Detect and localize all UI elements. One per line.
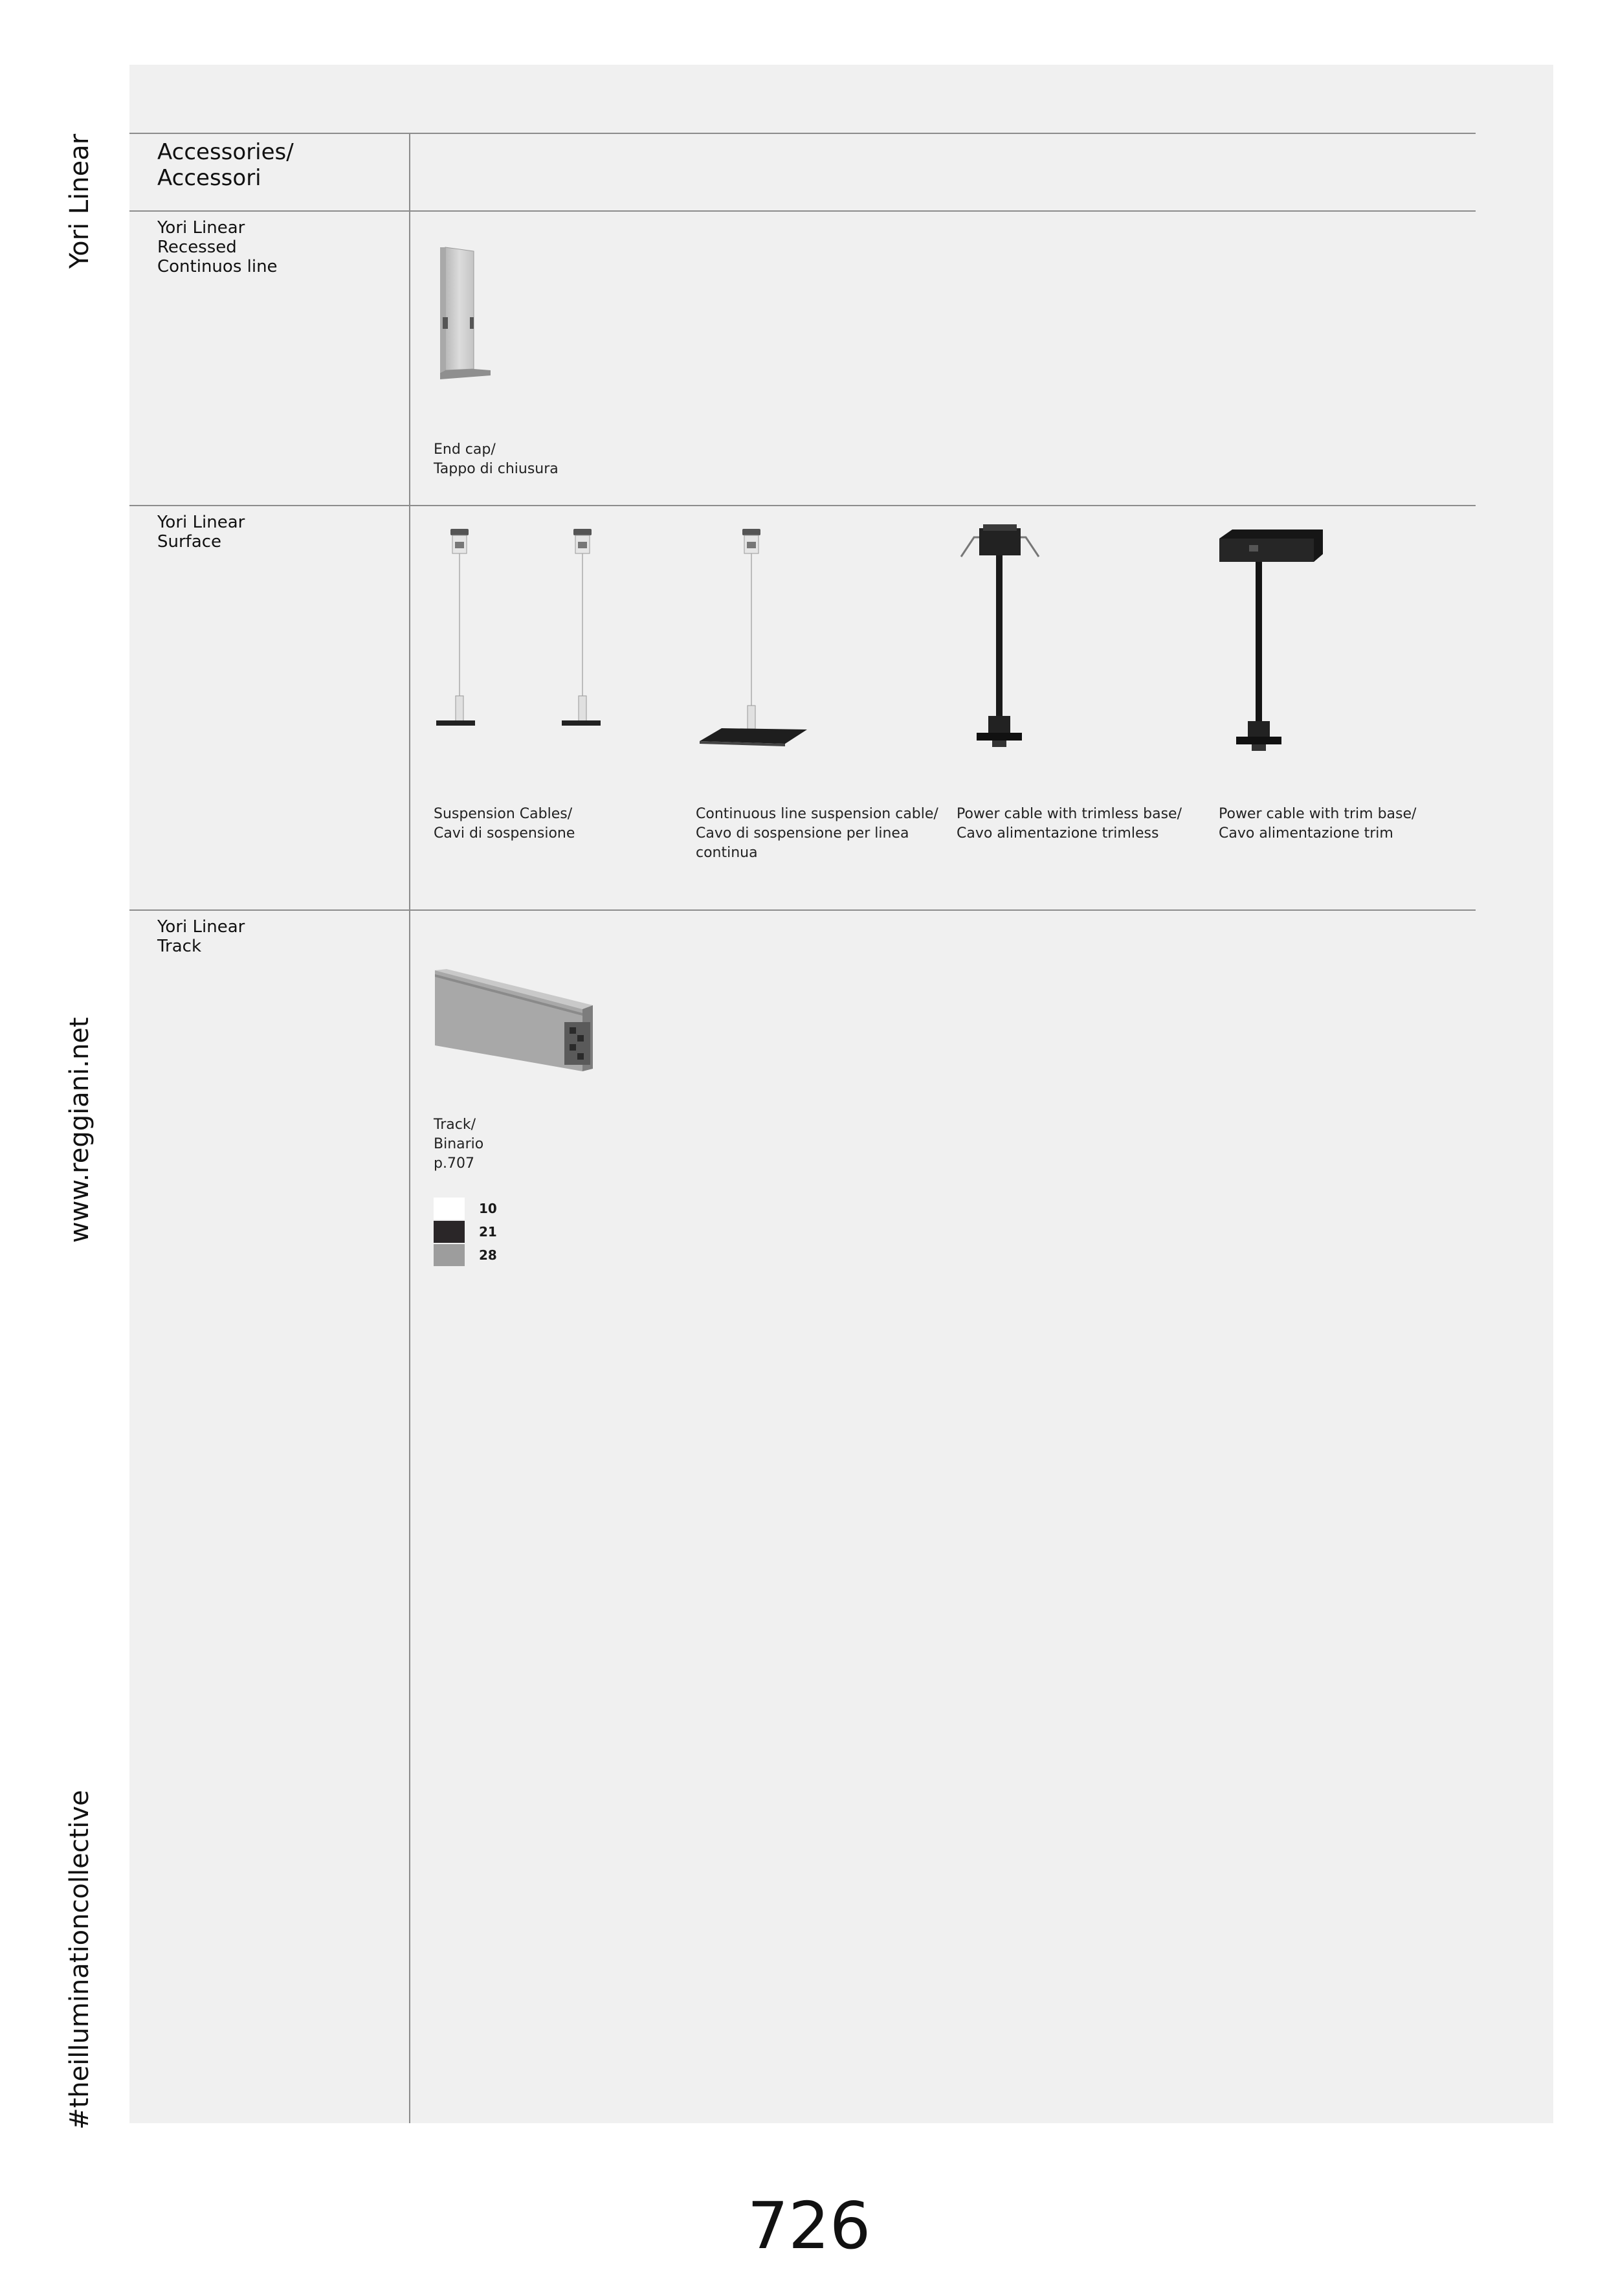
section-title-recessed: Yori Linear Recessed Continuos line (157, 218, 278, 276)
divider-heading (129, 210, 1476, 212)
finish-swatch-28 (434, 1244, 497, 1266)
accessories-panel (129, 65, 1553, 2123)
caption-continuous-suspension: Continuous line suspension cable/ Cavo di sospensione per linea continua (696, 806, 938, 861)
power-cable-trim-image (1217, 526, 1327, 765)
power-cable-trimless-image (955, 524, 1045, 764)
page-title: Accessories/ Accessori (157, 139, 294, 191)
column-divider (409, 133, 410, 2123)
divider-top (129, 133, 1476, 134)
finish-code: 10 (479, 1201, 497, 1216)
page-number: 726 (747, 2188, 871, 2264)
suspension-cable-image (434, 528, 608, 754)
finish-swatch-10 (434, 1198, 497, 1220)
side-label-product: Yori Linear (65, 133, 94, 269)
continuous-suspension-image (696, 528, 812, 754)
side-label-website: www.reggiani.net (65, 1017, 94, 1243)
color-swatch (434, 1244, 465, 1266)
divider-surface (129, 909, 1476, 911)
caption-power-cable-trim: Power cable with trim base/ Cavo alimentazione trim (1219, 806, 1417, 841)
caption-suspension-cables: Suspension Cables/ Cavi di sospensione (434, 806, 575, 841)
divider-recessed (129, 505, 1476, 506)
section-title-track: Yori Linear Track (157, 917, 245, 956)
side-label-hashtag: #theilluminationcollective (65, 1790, 94, 2130)
finish-code: 21 (479, 1224, 497, 1240)
color-swatch (434, 1221, 465, 1243)
caption-track: Track/ Binario p.707 (434, 1117, 484, 1172)
caption-power-cable-trimless: Power cable with trimless base/ Cavo alimentazione trimless (957, 806, 1182, 841)
finish-swatch-21 (434, 1221, 497, 1243)
track-image (434, 968, 602, 1078)
finish-code: 28 (479, 1247, 497, 1263)
color-swatch (434, 1198, 465, 1220)
section-title-surface: Yori Linear Surface (157, 513, 245, 552)
end-cap-image (434, 246, 498, 388)
caption-end-cap: End cap/ Tappo di chiusura (434, 441, 559, 477)
